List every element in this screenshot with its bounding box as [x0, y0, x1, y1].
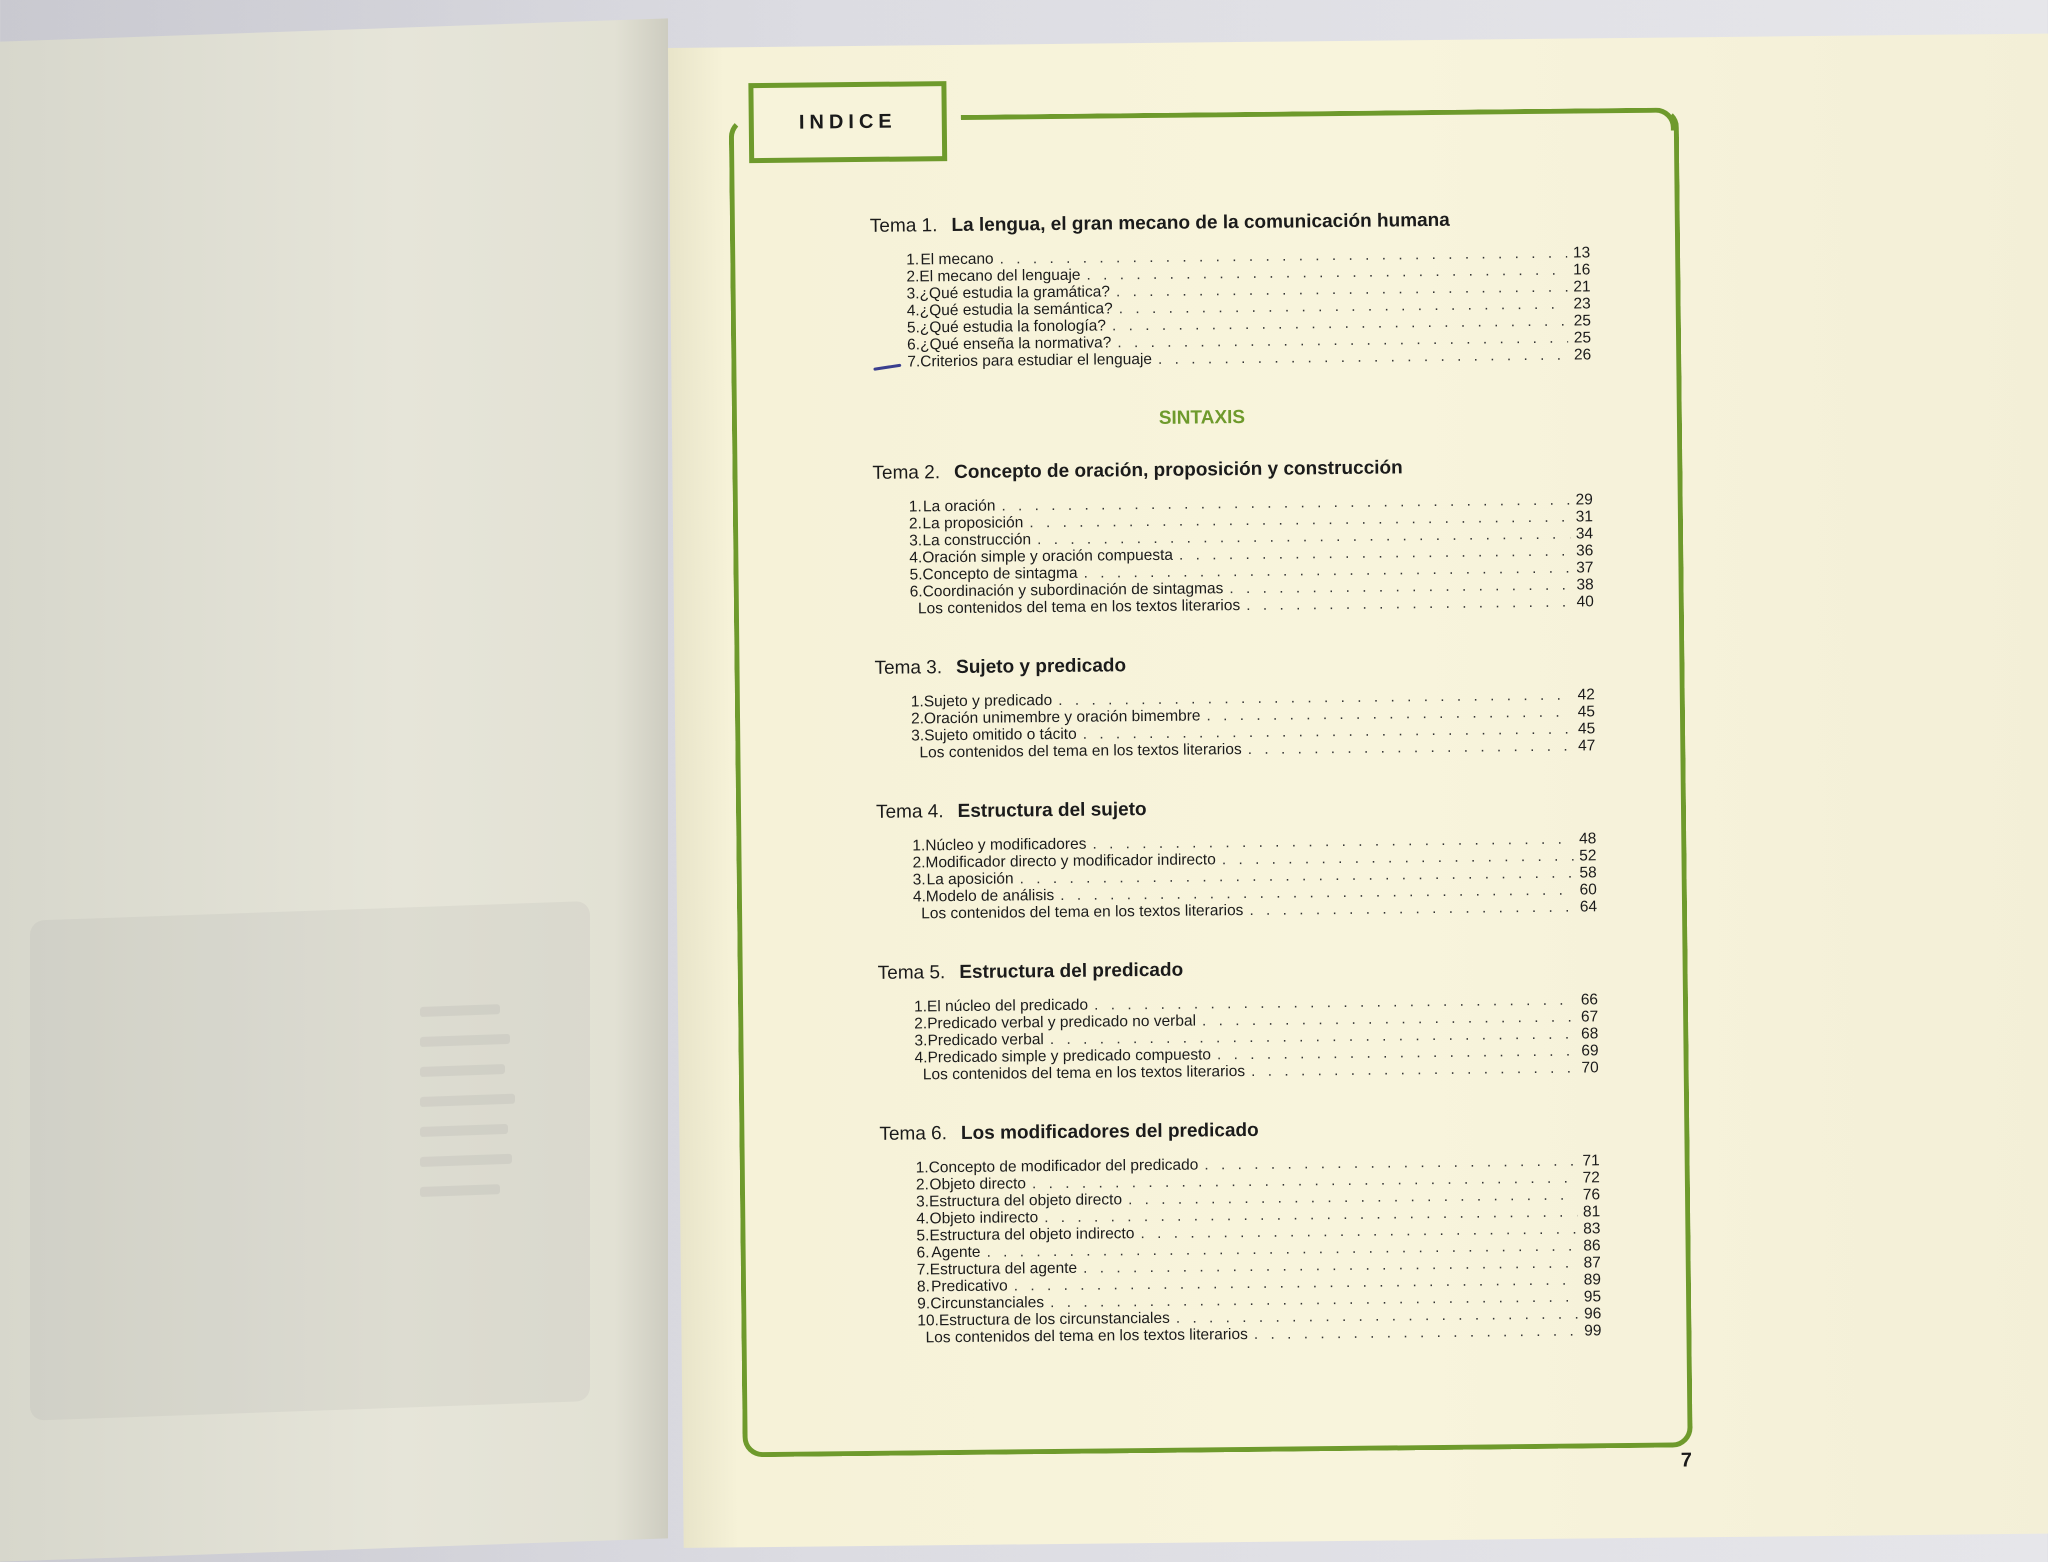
- entry-title: Estructura de los circunstanciales: [939, 1310, 1170, 1329]
- tema-5: [878, 955, 1599, 1084]
- entry-title: Predicado verbal y predicado no verbal: [927, 1013, 1196, 1033]
- section-heading: Tema 6. Los modificadores del predicado: [879, 1116, 1599, 1146]
- tema-3: [874, 650, 1595, 762]
- entry-number: 3.: [913, 871, 927, 888]
- entry-page: 70: [1581, 1059, 1598, 1076]
- entry-number: 4.: [913, 888, 926, 905]
- entry-list: [906, 244, 1591, 370]
- dot-leader: [1251, 1060, 1576, 1080]
- entry-title: Los contenidos del tema en los textos literarios: [919, 741, 1241, 761]
- entry-number: 1.: [911, 693, 924, 710]
- entry-number: 4.: [909, 549, 922, 566]
- entry-page: 26: [1574, 346, 1591, 363]
- section-heading: Tema 1. La lengua, el gran mecano de la comunicación humana: [870, 208, 1590, 238]
- entry-page: 40: [1577, 593, 1594, 610]
- section-heading: Tema 5. Estructura del predicado: [878, 955, 1598, 985]
- entry-page: 66: [1581, 991, 1598, 1008]
- entry-title: Objeto indirecto: [929, 1209, 1038, 1227]
- entry-page: 96: [1584, 1305, 1601, 1322]
- entry-page: 21: [1573, 278, 1590, 295]
- section-heading: Tema 4. Estructura del sujeto: [876, 794, 1596, 824]
- entry-page: 69: [1581, 1042, 1598, 1059]
- entry-page: 37: [1576, 559, 1593, 576]
- entry-title: ¿Qué estudia la gramática?: [919, 283, 1110, 302]
- entry-page: 29: [1575, 491, 1592, 508]
- entry-number: 3.: [914, 1032, 927, 1049]
- tema-1: [870, 208, 1592, 371]
- entry-title: La aposición: [926, 870, 1013, 888]
- entry-page: 86: [1583, 1237, 1600, 1254]
- entry-title: Objeto directo: [929, 1175, 1026, 1193]
- entry-number: 2.: [909, 515, 923, 532]
- entry-page: 42: [1577, 686, 1594, 703]
- entry-number: 1.: [909, 498, 923, 515]
- entry-page: 48: [1579, 830, 1596, 847]
- dot-leader: [1249, 899, 1574, 919]
- entry-title: El mecano: [920, 251, 993, 269]
- entry-number: 5.: [916, 1227, 929, 1244]
- entry-page: 67: [1581, 1008, 1598, 1025]
- entry-number: 2.: [906, 268, 919, 285]
- part-heading-sintaxis: SINTAXIS: [812, 403, 1592, 433]
- entry-number: 7.: [907, 353, 920, 370]
- entry-title: Concepto de sintagma: [922, 565, 1077, 584]
- entry-number: 2.: [912, 854, 925, 871]
- entry-title: Estructura del objeto indirecto: [929, 1225, 1134, 1244]
- entry-title: Agente: [931, 1244, 980, 1262]
- entry-page: 83: [1583, 1220, 1600, 1237]
- entry-title: La proposición: [922, 514, 1023, 532]
- entry-page: 87: [1583, 1254, 1600, 1271]
- entry-title: ¿Qué estudia la semántica?: [920, 300, 1113, 319]
- entry-number: 8.: [917, 1278, 931, 1295]
- entry-title: ¿Qué enseña la normativa?: [920, 334, 1111, 353]
- entry-number: 5.: [909, 566, 922, 583]
- entry-title: Concepto de modificador del predicado: [929, 1157, 1199, 1177]
- dot-leader: [1158, 347, 1568, 368]
- entry-number: 10.: [917, 1312, 939, 1329]
- entry-number: 2.: [914, 1015, 927, 1032]
- entry-page: 68: [1581, 1025, 1598, 1042]
- entry-title: Sujeto omitido o tácito: [924, 726, 1077, 745]
- entry-title: El núcleo del predicado: [927, 997, 1088, 1016]
- entry-number: 4.: [916, 1210, 929, 1227]
- entry-title: Estructura del agente: [930, 1260, 1078, 1279]
- entry-title: Los contenidos del tema en los textos literarios: [923, 1063, 1245, 1083]
- section-heading: Tema 3. Sujeto y predicado: [874, 650, 1594, 680]
- entry-page: 95: [1584, 1288, 1601, 1305]
- entry-number: 3.: [907, 285, 920, 302]
- index-heading-box: [748, 81, 947, 163]
- entry-page: 45: [1578, 720, 1595, 737]
- entry-page: 60: [1580, 881, 1597, 898]
- tema-6: [879, 1116, 1601, 1347]
- entry-number: 3.: [911, 727, 924, 744]
- entry-page: 72: [1583, 1169, 1600, 1186]
- entry-number: 1.: [916, 1159, 929, 1176]
- entry-title: La construcción: [922, 531, 1031, 549]
- table-of-contents: [870, 208, 1602, 1386]
- entry-title: Los contenidos del tema en los textos literarios: [926, 1326, 1248, 1346]
- entry-page: 64: [1580, 898, 1597, 915]
- entry-page: 38: [1576, 576, 1593, 593]
- index-heading: INDICE: [799, 110, 897, 134]
- entry-title: Predicado verbal: [927, 1031, 1043, 1049]
- entry-title: La oración: [923, 498, 996, 516]
- entry-page: 23: [1573, 295, 1590, 312]
- entry-page: 99: [1584, 1322, 1601, 1339]
- entry-title: Coordinación y subordinación de sintagmas: [923, 580, 1224, 600]
- entry-list: [914, 991, 1599, 1083]
- tema-4: [876, 794, 1597, 923]
- dot-leader: [1248, 738, 1573, 758]
- entry-title: Predicativo: [931, 1278, 1008, 1296]
- entry-page: 25: [1574, 312, 1591, 329]
- right-page: [668, 34, 2048, 1548]
- entry-title: Modelo de análisis: [926, 887, 1055, 905]
- entry-page: 45: [1578, 703, 1595, 720]
- entry-title: Núcleo y modificadores: [925, 836, 1086, 855]
- entry-page: 89: [1584, 1271, 1601, 1288]
- entry-number: 5.: [907, 319, 920, 336]
- entry-page: 58: [1579, 864, 1596, 881]
- entry-title: Los contenidos del tema en los textos literarios: [918, 597, 1240, 617]
- entry-page: 81: [1583, 1203, 1600, 1220]
- entry-page: 36: [1576, 542, 1593, 559]
- entry-list: [911, 686, 1596, 761]
- entry-title: Predicado simple y predicado compuesto: [927, 1046, 1211, 1066]
- section-heading: Tema 2. Concepto de oración, proposición y construcción: [872, 455, 1592, 485]
- entry-title: Modificador directo y modificador indirecto: [925, 851, 1215, 871]
- entry-page: 16: [1573, 261, 1590, 278]
- entry-title: Estructura del objeto directo: [929, 1191, 1122, 1210]
- entry-number: 1.: [912, 837, 925, 854]
- entry-title: El mecano del lenguaje: [919, 267, 1080, 286]
- entry-number: 9.: [917, 1295, 930, 1312]
- entry-page: 76: [1583, 1186, 1600, 1203]
- entry-list: [909, 491, 1594, 617]
- entry-number: 6.: [910, 583, 923, 600]
- entry-number: 4.: [915, 1049, 928, 1066]
- entry-title: Circunstanciales: [930, 1294, 1044, 1312]
- page-number: 7: [1681, 1449, 1692, 1472]
- dot-leader: [1254, 1323, 1579, 1343]
- entry-page: 52: [1579, 847, 1596, 864]
- entry-number: 1.: [914, 998, 927, 1015]
- entry-number: 6.: [917, 1244, 932, 1261]
- entry-number: 6.: [907, 336, 920, 353]
- entry-number: 3.: [916, 1193, 929, 1210]
- entry-number: 7.: [917, 1261, 930, 1278]
- entry-number: 1.: [906, 251, 920, 268]
- entry-page: 34: [1576, 525, 1593, 542]
- entry-number: 2.: [911, 710, 924, 727]
- entry-page: 47: [1578, 737, 1595, 754]
- entry-list: [916, 1152, 1602, 1346]
- entry-title: Criterios para estudiar el lenguaje: [920, 351, 1152, 370]
- entry-title: Oración simple y oración compuesta: [922, 547, 1173, 567]
- entry-list: [912, 830, 1597, 922]
- entry-page: 25: [1574, 329, 1591, 346]
- entry-page: 13: [1573, 244, 1590, 261]
- entry-title: Oración unimembre y oración bimembre: [924, 707, 1201, 727]
- entry-number: 3.: [909, 532, 922, 549]
- entry-number: 4.: [907, 302, 920, 319]
- entry-page: 71: [1582, 1152, 1599, 1169]
- dot-leader: [1246, 594, 1571, 614]
- entry-title: Sujeto y predicado: [924, 692, 1053, 710]
- entry-number: 2.: [916, 1176, 930, 1193]
- entry-title: ¿Qué estudia la fonología?: [920, 317, 1106, 336]
- left-page: [0, 18, 668, 1561]
- entry-page: 31: [1576, 508, 1593, 525]
- tema-2: [872, 455, 1594, 618]
- entry-title: Los contenidos del tema en los textos literarios: [921, 902, 1243, 922]
